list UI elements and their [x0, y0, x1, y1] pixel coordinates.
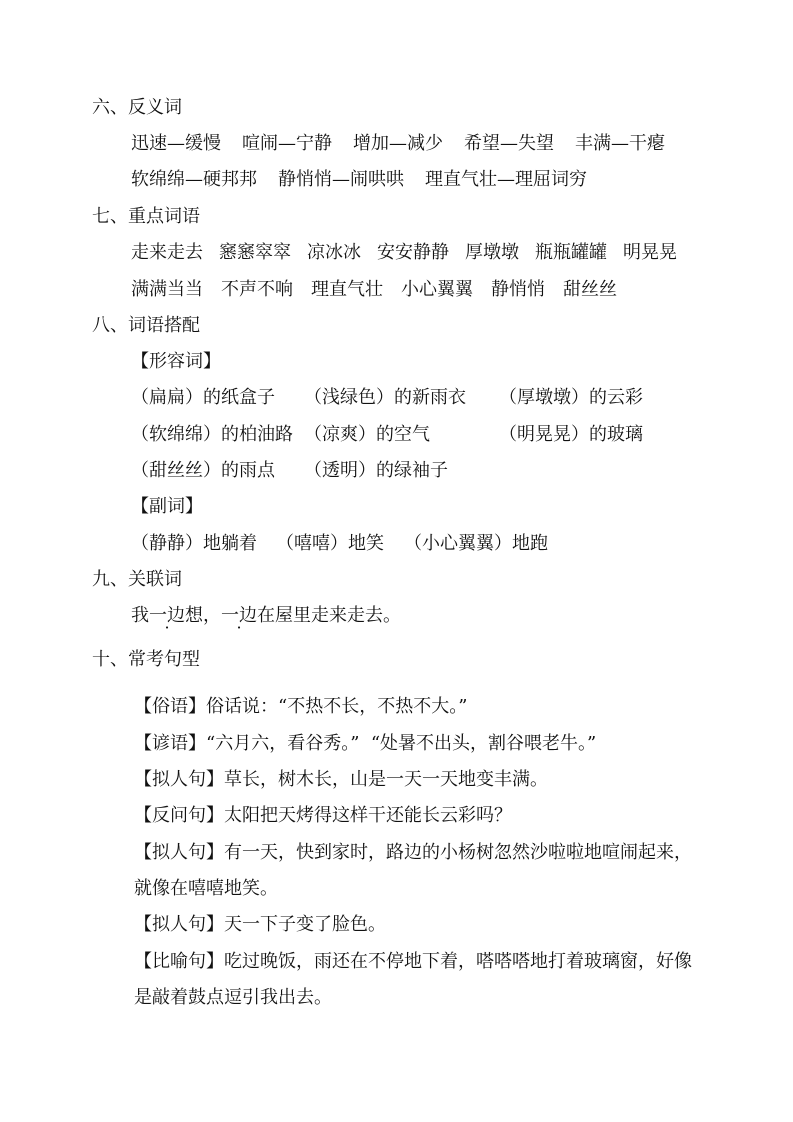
antonym-row-2	[131, 171, 587, 189]
key-word: 满满当当	[131, 279, 203, 300]
pattern-text: 太阳把天烤得这样干还能长云彩吗？	[224, 805, 512, 826]
section-8-heading: 八、词语搭配	[92, 315, 200, 336]
conjunction-sentence	[131, 607, 401, 625]
key-word: 窸窸窣窣	[219, 242, 291, 263]
pattern-tag: 【反问句】	[134, 805, 224, 826]
key-words-row-1	[131, 244, 677, 262]
antonym-pair: 丰满—干瘪	[575, 133, 665, 154]
collocation: （软绵绵）的柏油路	[131, 424, 293, 445]
key-word: 甜丝丝	[563, 279, 617, 300]
antonym-pair: 迅速—缓慢	[131, 133, 221, 154]
emphasized-conjunction: 一边	[221, 605, 257, 626]
pattern-text: “六月六，看谷秀。” “处暑不出头，割谷喂老牛。”	[206, 733, 597, 754]
pattern-text: 有一天，快到家时，路边的小杨树忽然沙啦啦地喧闹起来，	[224, 842, 692, 863]
collocation: （扁扁）的纸盒子	[131, 387, 275, 408]
section-7-heading: 七、重点词语	[92, 206, 200, 227]
sentence-pattern-item	[134, 698, 467, 716]
pattern-tag: 【比喻句】	[134, 951, 224, 972]
sentence-pattern-item	[134, 916, 386, 934]
sentence-part: 想，	[185, 605, 221, 626]
collocation: （小心翼翼）地跑	[404, 533, 548, 554]
antonym-pair: 希望—失望	[464, 133, 554, 154]
collocation: （厚墩墩）的云彩	[499, 387, 643, 408]
adverb-label: 【副词】	[131, 496, 203, 517]
key-word: 小心翼翼	[401, 279, 473, 300]
antonym-pair: 静悄悄—闹哄哄	[278, 169, 404, 190]
pattern-text: 俗话说：“不热不长，不热不大。”	[206, 696, 468, 717]
adjective-label: 【形容词】	[131, 351, 221, 372]
pattern-tag: 【拟人句】	[134, 842, 224, 863]
antonym-pair: 增加—减少	[353, 133, 443, 154]
collocation: （甜丝丝）的雨点	[131, 460, 275, 481]
sentence-part: 我	[131, 605, 149, 626]
pattern-tag: 【拟人句】	[134, 914, 224, 935]
pattern-tag: 【谚语】	[134, 733, 206, 754]
key-word: 瓶瓶罐罐	[535, 242, 607, 263]
antonym-row-1	[131, 135, 665, 153]
pattern-text: 草长，树木长，山是一天一天地变丰满。	[224, 769, 548, 790]
pattern-tag: 【俗语】	[134, 696, 206, 717]
key-word: 厚墩墩	[465, 242, 519, 263]
sentence-pattern-item	[134, 844, 692, 862]
collocation: （浅绿色）的新雨衣	[304, 387, 466, 408]
key-word: 走来走去	[131, 242, 203, 263]
key-word: 明晃晃	[623, 242, 677, 263]
pattern-continuation: 就像在嘻嘻地笑。	[134, 878, 278, 899]
collocation: （静静）地躺着	[131, 533, 257, 554]
sentence-pattern-item	[134, 771, 548, 789]
antonym-pair: 软绵绵—硬邦邦	[131, 169, 257, 190]
section-9-heading: 九、关联词	[92, 569, 182, 590]
key-word: 不声不响	[221, 279, 293, 300]
antonym-pair: 理直气壮—理屈词穷	[425, 169, 587, 190]
sentence-pattern-item	[134, 807, 512, 825]
key-word: 静悄悄	[491, 279, 545, 300]
sentence-pattern-item	[134, 953, 692, 971]
pattern-text: 吃过晚饭，雨还在不停地下着，嗒嗒嗒地打着玻璃窗，好像	[224, 951, 692, 972]
sentence-part: 在屋里走来走去。	[257, 605, 401, 626]
key-word: 凉冰冰	[307, 242, 361, 263]
section-10-heading: 十、常考句型	[92, 649, 200, 670]
antonym-pair: 喧闹—宁静	[242, 133, 332, 154]
emphasized-conjunction: 一边	[149, 605, 185, 626]
section-6-heading: 六、反义词	[92, 97, 182, 118]
pattern-continuation: 是敲着鼓点逗引我出去。	[134, 987, 332, 1008]
collocation: （凉爽）的空气	[304, 424, 430, 445]
key-word: 安安静静	[377, 242, 449, 263]
sentence-pattern-item	[134, 735, 596, 753]
key-words-row-2	[131, 281, 617, 299]
pattern-text: 天一下子变了脸色。	[224, 914, 386, 935]
collocation: （明晃晃）的玻璃	[499, 424, 643, 445]
collocation: （嘻嘻）地笑	[276, 533, 384, 554]
pattern-tag: 【拟人句】	[134, 769, 224, 790]
collocation: （透明）的绿袖子	[304, 460, 448, 481]
key-word: 理直气壮	[311, 279, 383, 300]
